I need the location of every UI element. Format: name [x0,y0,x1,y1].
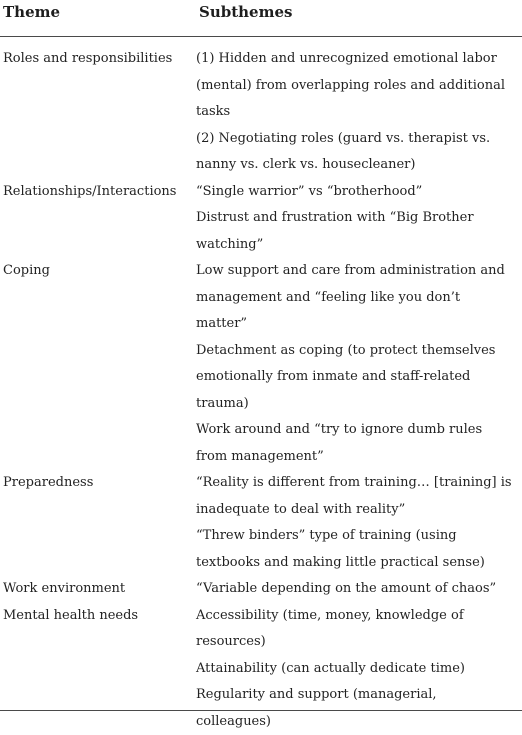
table-header [0,0,522,38]
subthemes-cell [196,46,519,179]
subtheme-item: Work around and “try to ignore dumb rules from management” [196,417,519,470]
table-row [0,46,522,179]
subtheme-item: Low support and care from administration and management and “feeling like you don’t matter” [196,258,519,338]
theme-cell: Work environment [0,576,196,603]
subtheme-item: Accessibility (time, money, knowledge of resources) [196,603,519,656]
subtheme-item: (1) Hidden and unrecognized emotional labor (mental) from overlapping roles and additional tasks [196,46,519,126]
subtheme-item: Distrust and frustration with “Big Brother watching” [196,205,519,258]
table-row [0,576,522,603]
subtheme-item: “Single warrior” vs “brotherhood” [196,179,519,206]
table-body [0,46,522,735]
table-row [0,603,522,735]
header-subthemes: Subthemes [199,0,292,24]
theme-cell: Coping [0,258,196,470]
header-rule [0,36,522,37]
table-row [0,470,522,576]
subthemes-cell [196,603,519,735]
subtheme-item: Attainability (can actually dedicate time) [196,656,519,683]
subtheme-item: Detachment as coping (to protect themselves emotionally from inmate and staff-related trauma) [196,338,519,418]
subtheme-item: (2) Negotiating roles (guard vs. therapist vs. nanny vs. clerk vs. housecleaner) [196,126,519,179]
theme-cell: Mental health needs [0,603,196,735]
bottom-rule [0,710,522,711]
subthemes-cell [196,576,519,603]
header-theme: Theme [3,0,60,24]
subthemes-cell [196,258,519,470]
subthemes-cell [196,470,519,576]
subtheme-item: “Reality is different from training… [training] is inadequate to deal with reality” [196,470,519,523]
subtheme-item: “Threw binders” type of training (using textbooks and making little practical sense) [196,523,519,576]
subthemes-cell [196,179,519,259]
subtheme-item: “Variable depending on the amount of chaos” [196,576,519,603]
table-row [0,258,522,470]
theme-cell: Preparedness [0,470,196,576]
table-row [0,179,522,259]
subtheme-item: Regularity and support (managerial, colleagues) [196,682,519,735]
theme-cell: Relationships/Interactions [0,179,196,259]
theme-cell: Roles and responsibilities [0,46,196,179]
